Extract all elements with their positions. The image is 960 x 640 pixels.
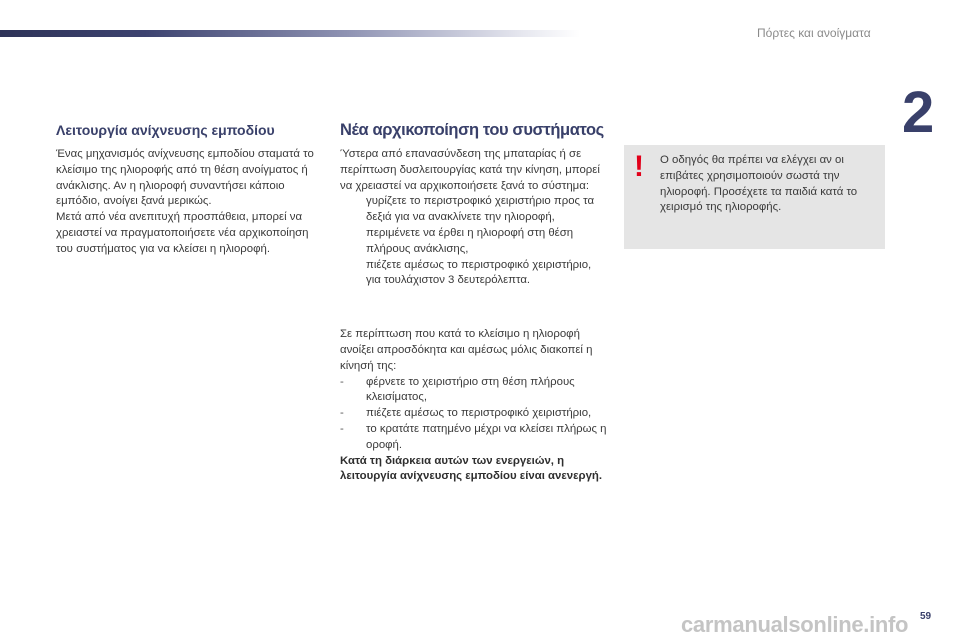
- warning-text: Ο οδηγός θα πρέπει να ελέγχει αν οι επιβάτες χρησιμοποιούν σωστά την ηλιοροφή. Προσέχετε τα παιδιά κατά το χειρισμό της ηλιοροφής.: [660, 154, 858, 214]
- obstacle-detection-paragraph-2: Μετά από νέα ανεπιτυχή προσπάθεια, μπορεί να χρειαστεί να πραγματοποιήσετε νέα αρχικοποίηση του συστήματος για να κλείσει η ηλιοροφή.: [56, 211, 309, 255]
- list-item: [340, 406, 608, 422]
- reinitialisation-section: [340, 121, 608, 485]
- obstacle-detection-section: [56, 121, 318, 258]
- list-item: [340, 194, 608, 226]
- watermark: carmanualsonline.info: [681, 612, 909, 637]
- reinitialisation-intro: Ύστερα από επανασύνδεση της μπαταρίας ή σε περίπτωση δυσλειτουργίας κατά την κίνηση, μπορεί να χρειαστεί να αρχικοποιήσετε ξανά το σύστημα:: [340, 148, 600, 192]
- chapter-number: 2: [902, 80, 935, 145]
- arrow-bullet-icon: [340, 226, 366, 258]
- bold-note: Κατά τη διάρκεια αυτών των ενεργειών, η λειτουργία ανίχνευσης εμποδίου είναι ανενεργή.: [340, 454, 603, 483]
- obstacle-detection-title: Λειτουργία ανίχνευσης εμποδίου: [56, 122, 275, 138]
- page-number: 59: [920, 611, 932, 622]
- dash-bullet: -: [340, 407, 344, 420]
- arrow-bullet-icon: [340, 258, 366, 290]
- dash-bullet: -: [340, 375, 344, 388]
- spacer: [340, 289, 608, 327]
- list-item: [340, 375, 608, 407]
- list-item: [340, 226, 608, 258]
- arrow-bullet-icon: [340, 194, 366, 226]
- list-item: [340, 422, 608, 454]
- list-item: [340, 258, 608, 290]
- header-gradient-bar: [0, 30, 580, 37]
- section-title: Πόρτες και ανοίγματα: [757, 26, 871, 40]
- list-item-text: φέρνετε το χειριστήριο στη θέση πλήρους κλεισίματος,: [366, 375, 575, 404]
- unexpected-opening-intro: Σε περίπτωση που κατά το κλείσιμο η ηλιοροφή ανοίξει απροσδόκητα και αμέσως μόλις διακοπεί η κίνησή της:: [340, 328, 593, 372]
- reinitialisation-title: Νέα αρχικοποίηση του συστήματος: [340, 121, 604, 139]
- dash-bullet: -: [340, 422, 344, 435]
- list-item-text: το κρατάτε πατημένο μέχρι να κλείσει πλήρως η οροφή.: [366, 422, 607, 451]
- list-item-text: πιέζετε αμέσως το περιστροφικό χειριστήριο,: [366, 407, 592, 420]
- list-item-text: πιέζετε αμέσως το περιστροφικό χειριστήριο, για τουλάχιστον 3 δευτερόλεπτα.: [366, 258, 592, 287]
- list-item-text: περιμένετε να έρθει η ηλιοροφή στη θέση πλήρους ανάκλισης,: [366, 226, 574, 255]
- obstacle-detection-paragraph-1: Ένας μηχανισμός ανίχνευσης εμποδίου σταματά το κλείσιμο της ηλιοροφής από τη θέση ανοίγματος ή ανάκλισης. Αν η ηλιοροφή συναντήσει κάποιο εμπόδιο, ανοίγει ξανά μερικώς.: [56, 148, 314, 208]
- warning-exclamation-icon: !: [634, 150, 644, 183]
- list-item-text: γυρίζετε το περιστροφικό χειριστήριο προς τα δεξιά για να ανακλίνετε την ηλιοροφή,: [366, 195, 595, 224]
